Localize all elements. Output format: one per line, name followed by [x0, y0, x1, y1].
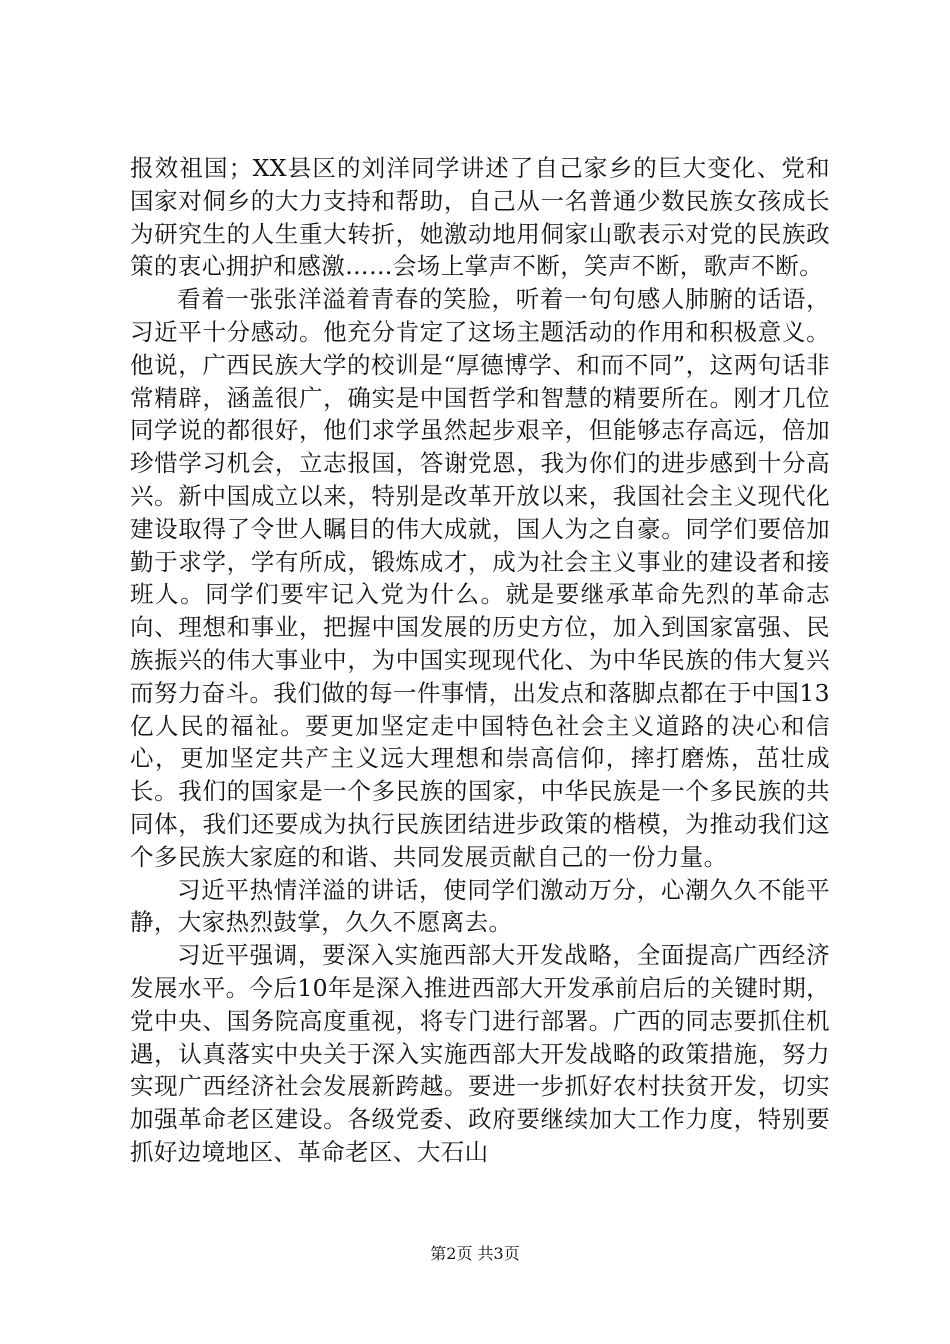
document-body	[130, 152, 830, 1169]
page-number-footer: 第2页 共3页	[430, 1244, 520, 1263]
paragraph-4: 习近平强调，要深入实施西部大开发战略，全面提高广西经济发展水平。今后10年是深入推进西部大开发承前启后的关键时期，党中央、国务院高度重视，将专门进行部署。广西的同志要抓住机遇，认真落实中央关于深入实施西部大开发战略的政策措施，努力实现广西经济社会发展新跨越。要进一步抓好农村扶贫开发，切实加强革命老区建设。各级党委、政府要继续加大工作力度，特别要抓好边境地区、革命老区、大石山	[130, 941, 830, 1166]
paragraph-1: 报效祖国；XX县区的刘洋同学讲述了自己家乡的巨大变化、党和国家对侗乡的大力支持和帮助，自己从一名普通少数民族女孩成长为研究生的人生重大转折，她激动地用侗家山歌表示对党的民族政策的衷心拥护和感激……会场上掌声不断，笑声不断，歌声不断。	[130, 154, 830, 281]
paragraph-3: 习近平热情洋溢的讲话，使同学们激动万分，心潮久久不能平静，大家热烈鼓掌，久久不愿离去。	[130, 875, 830, 937]
paragraph-2: 看着一张张洋溢着青春的笑脸，听着一句句感人肺腑的话语，习近平十分感动。他充分肯定了这场主题活动的作用和积极意义。他说，广西民族大学的校训是“厚德博学、和而不同”，这两句话非常精辟，涵盖很广，确实是中国哲学和智慧的精要所在。刚才几位同学说的都很好，他们求学虽然起步艰辛，但能够志存高远，倍加珍惜学习机会，立志报国，答谢党恩，我为你们的进步感到十分高兴。新中国成立以来，特别是改革开放以来，我国社会主义现代化建设取得了令世人瞩目的伟大成就，国人为之自豪。同学们要倍加勤于求学，学有所成，锻炼成才，成为社会主义事业的建设者和接班人。同学们要牢记入党为什么。就是要继承革命先烈的革命志向、理想和事业，把握中国发展的历史方位，加入到国家富强、民族振兴的伟大事业中，为中国实现现代化、为中华民族的伟大复兴而努力奋斗。我们做的每一件事情，出发点和落脚点都在于中国13亿人民的福祉。要更加坚定走中国特色社会主义道路的决心和信心，更加坚定共产主义远大理想和崇高信仰，摔打磨炼，茁壮成长。我们的国家是一个多民族的国家，中华民族是一个多民族的共同体，我们还要成为执行民族团结进步政策的楷模，为推动我们这个多民族大家庭的和谐、共同发展贡献自己的一份力量。	[130, 285, 830, 871]
